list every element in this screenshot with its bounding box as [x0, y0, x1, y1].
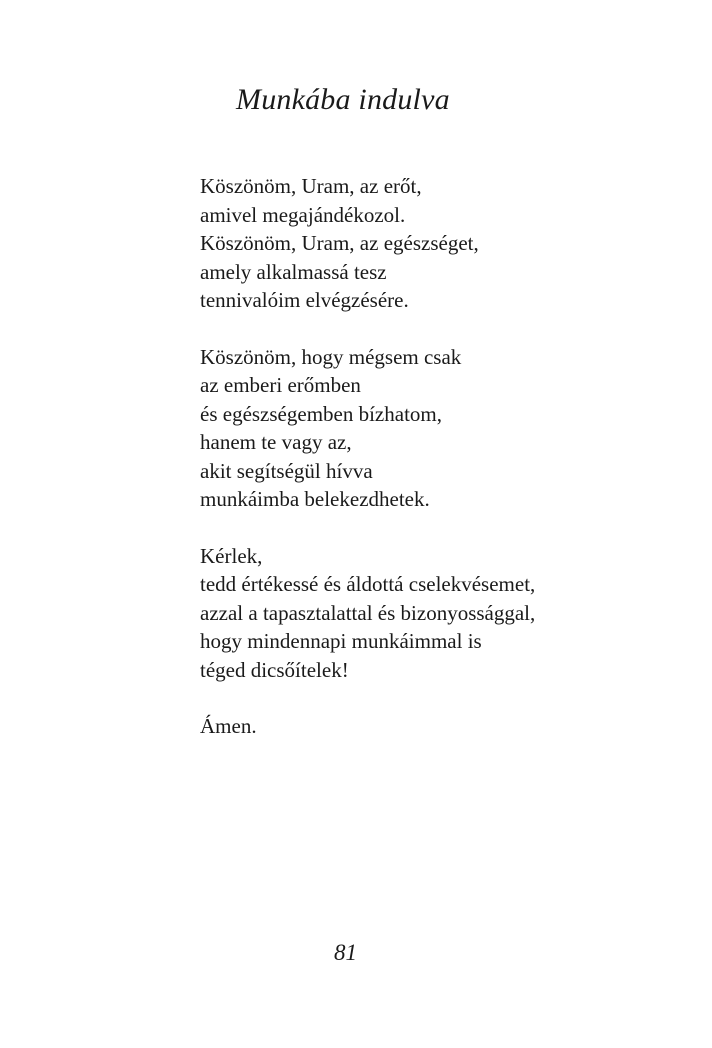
poem-line: Ámen.	[200, 714, 257, 738]
poem-line: azzal a tapasztalattal és bizonyossággal,	[200, 600, 536, 625]
page-number: 81	[334, 940, 357, 965]
poem-line: tedd értékessé és áldottá cselekvésemet,	[200, 572, 536, 596]
stanza-4	[200, 712, 680, 741]
poem-line: akit segítségül hívva	[200, 458, 373, 483]
poem-line: Kérlek,	[200, 543, 263, 568]
poem-line: Köszönöm, hogy mégsem csak	[200, 344, 462, 369]
poem-line: az emberi erőmben	[200, 373, 361, 397]
poem-line: Köszönöm, Uram, az egészséget,	[200, 231, 479, 255]
poem-line: amely alkalmassá tesz	[200, 259, 387, 284]
poem-line: hanem te vagy az,	[200, 430, 352, 454]
stanza-2	[200, 343, 680, 514]
poem-line: amivel megajándékozol.	[200, 202, 406, 227]
poem-line: tennivalóim elvégzésére.	[200, 288, 409, 312]
poem-title: Munkába indulva	[236, 83, 450, 116]
poem-line: hogy mindennapi munkáimmal is	[200, 629, 482, 653]
stanza-3	[200, 542, 680, 685]
poem-line: téged dicsőítelek!	[200, 657, 349, 682]
poem-line: és egészségemben bízhatom,	[200, 401, 442, 426]
poem-line: Köszönöm, Uram, az erőt,	[200, 174, 422, 198]
poem-body	[200, 172, 680, 769]
poem-line: munkáimba belekezdhetek.	[200, 487, 430, 511]
stanza-1	[200, 172, 680, 315]
